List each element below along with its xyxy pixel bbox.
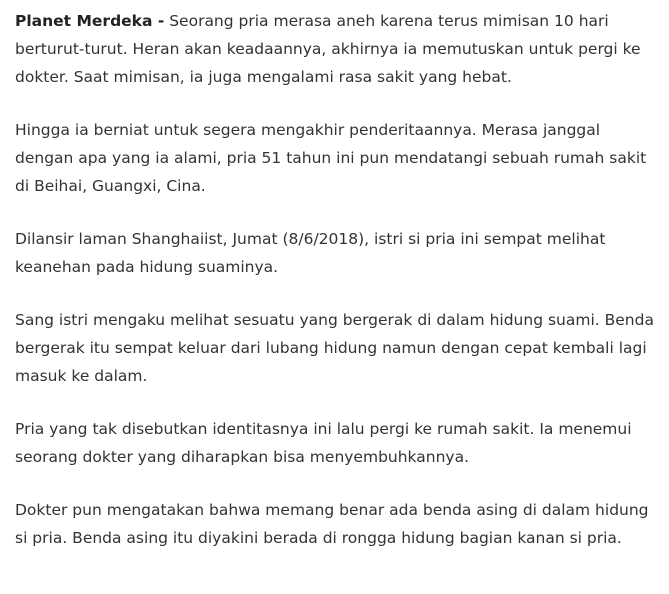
article-paragraph: Pria yang tak disebutkan identitasnya ini lalu pergi ke rumah sakit. Ia menemui seorang dokter yang diharapkan bisa menyembuhkannya. <box>15 420 632 466</box>
article-paragraph: Dokter pun mengatakan bahwa memang benar ada benda asing di dalam hidung si pria. Benda asing itu diyakini berada di rongga hidung bagian kanan si pria. <box>15 501 649 547</box>
article-paragraph: Hingga ia berniat untuk segera mengakhir penderitaannya. Merasa janggal dengan apa yang ia alami, pria 51 tahun ini pun mendatangi sebuah rumah sakit di Beihai, Guangxi, Cina. <box>15 121 647 195</box>
article-paragraph: Dilansir laman Shanghaiist, Jumat (8/6/2018), istri si pria ini sempat melihat keanehan pada hidung suaminya. <box>15 230 606 276</box>
article-paragraph-text: Seorang pria merasa aneh karena terus mimisan 10 hari berturut-turut. Heran akan keadaannya, akhirnya ia memutuskan untuk pergi ke dokter. Saat mimisan, ia juga mengalami rasa sakit yang hebat. <box>15 12 641 86</box>
article-paragraph: Sang istri mengaku melihat sesuatu yang bergerak di dalam hidung suami. Benda bergerak itu sempat keluar dari lubang hidung namun dengan cepat kembali lagi masuk ke dalam. <box>15 311 654 385</box>
article-source-label: Planet Merdeka - <box>15 12 165 30</box>
article-paragraph-lead <box>15 7 661 91</box>
